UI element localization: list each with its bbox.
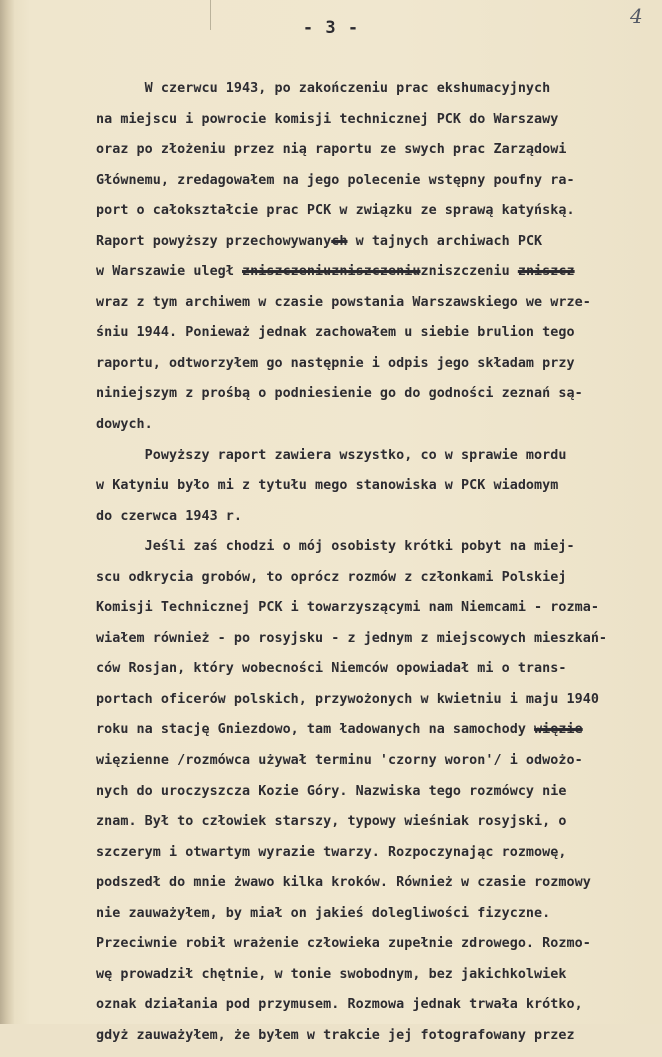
text-line (96, 720, 656, 751)
line-text: wiałem również - po rosyjsku - z jednym z miejscowych mieszkań- (96, 630, 608, 646)
text-line (96, 415, 656, 446)
text-line (96, 751, 656, 782)
text-line (96, 446, 656, 477)
line-text: znam. Był to człowiek starszy, typowy wieśniak rosyjski, o (96, 814, 567, 830)
text-line (96, 232, 656, 263)
handwritten-folio-number: 4 (630, 4, 643, 28)
text-line (96, 354, 656, 385)
line-text: Głównemu, zredagowałem na jego polecenie wstępny poufny ra- (96, 172, 575, 188)
text-line (96, 293, 656, 324)
line-text: w Katyniu było mi z tytułu mego stanowiska w PCK wiadomym (96, 478, 559, 494)
text-line (96, 171, 656, 202)
line-text: wraz z tym archiwem w czasie powstania Warszawskiego we wrze- (96, 294, 591, 310)
text-line (96, 995, 656, 1026)
text-line (96, 79, 656, 110)
text-line (96, 690, 656, 721)
struck-out-text: więzie (534, 722, 583, 738)
text-line (96, 384, 656, 415)
line-text: niniejszym z prośbą o podniesienie go do godności zeznań są- (96, 386, 583, 402)
document-body (96, 79, 656, 1057)
line-text: portach oficerów polskich, przywożonych w kwietniu i maju 1940 (96, 691, 599, 707)
text-line (96, 262, 656, 293)
line-text: do czerwca 1943 r. (96, 508, 243, 524)
struck-out-text: zniszczeniuzniszczeniu (242, 264, 421, 280)
text-line (96, 598, 656, 629)
text-line (96, 934, 656, 965)
text-line (96, 476, 656, 507)
text-line (96, 659, 656, 690)
text-line (96, 843, 656, 874)
line-text: szczerym i otwartym wyrazie twarzy. Rozpoczynając rozmowę, (96, 844, 567, 860)
line-text: podszedł do mnie żwawo kilka kroków. Również w czasie rozmowy (96, 875, 591, 891)
line-text: port o całokształcie prac PCK w związku ze sprawą katyńską. (96, 203, 575, 219)
text-line (96, 201, 656, 232)
line-text: Raport powyższy przechowywany (96, 233, 332, 249)
line-text: Jeśli zaś chodzi o mój osobisty krótki pobyt na miej- (96, 539, 575, 555)
line-text: oraz po złożeniu przez nią raportu ze swych prac Zarządowi (96, 142, 567, 158)
line-text: roku na stację Gniezdowo, tam ładowanych na samochody (96, 722, 535, 738)
text-line (96, 873, 656, 904)
line-text: raportu, odtworzyłem go następnie i odpis jego składam przy (96, 355, 575, 371)
text-line (96, 629, 656, 660)
line-text: dowych. (96, 417, 153, 433)
line-text: Powyższy raport zawiera wszystko, co w sprawie mordu (96, 447, 567, 463)
line-text: w tajnych archiwach PCK (347, 233, 543, 249)
line-text: Komisji Technicznej PCK i towarzyszącymi nam Niemcami - rozma- (96, 600, 599, 616)
line-text: scu odkrycia grobów, to oprócz rozmów z członkami Polskiej (96, 569, 567, 585)
text-line (96, 110, 656, 141)
text-line (96, 140, 656, 171)
binding-edge (0, 0, 14, 1024)
line-text: gdyż zauważyłem, że byłem w trakcie jej fotografowany przez (96, 1027, 575, 1043)
line-text: oznak działania pod przymusem. Rozmowa jednak trwała krótko, (96, 997, 583, 1013)
line-text: w Warszawie uległ (96, 264, 243, 280)
line-text: W czerwcu 1943, po zakończeniu prac ekshumacyjnych (96, 81, 551, 96)
text-line (96, 323, 656, 354)
text-line (96, 568, 656, 599)
line-text: ców Rosjan, który wobecności Niemców opowiadał mi o trans- (96, 661, 567, 677)
line-text: nie zauważyłem, by miał on jakieś dolegliwości fizyczne. (96, 905, 551, 921)
text-line (96, 782, 656, 813)
struck-out-text: zniszcz (517, 264, 575, 280)
text-line (96, 507, 656, 538)
line-text: śniu 1944. Ponieważ jednak zachowałem u siebie brulion tego (96, 325, 575, 341)
text-line (96, 1026, 656, 1057)
page-number: - 3 - (302, 18, 360, 38)
struck-out-text: ch (331, 233, 348, 249)
line-text: nych do uroczyszcza Kozie Góry. Nazwiska tego rozmówcy nie (96, 783, 567, 799)
line-text: Przeciwnie robił wrażenie człowieka zupełnie zdrowego. Rozmo- (96, 936, 591, 952)
line-text: zniszczeniu (420, 264, 518, 280)
text-line (96, 904, 656, 935)
text-line (96, 965, 656, 996)
text-line (96, 537, 656, 568)
text-line (96, 812, 656, 843)
line-text: więzienne /rozmówca używał terminu 'czorny woron'/ i odwożo- (96, 753, 583, 769)
line-text: na miejscu i powrocie komisji technicznej PCK do Warszawy (96, 111, 559, 127)
line-text: wę prowadził chętnie, w tonie swobodnym, bez jakichkolwiek (96, 966, 567, 982)
